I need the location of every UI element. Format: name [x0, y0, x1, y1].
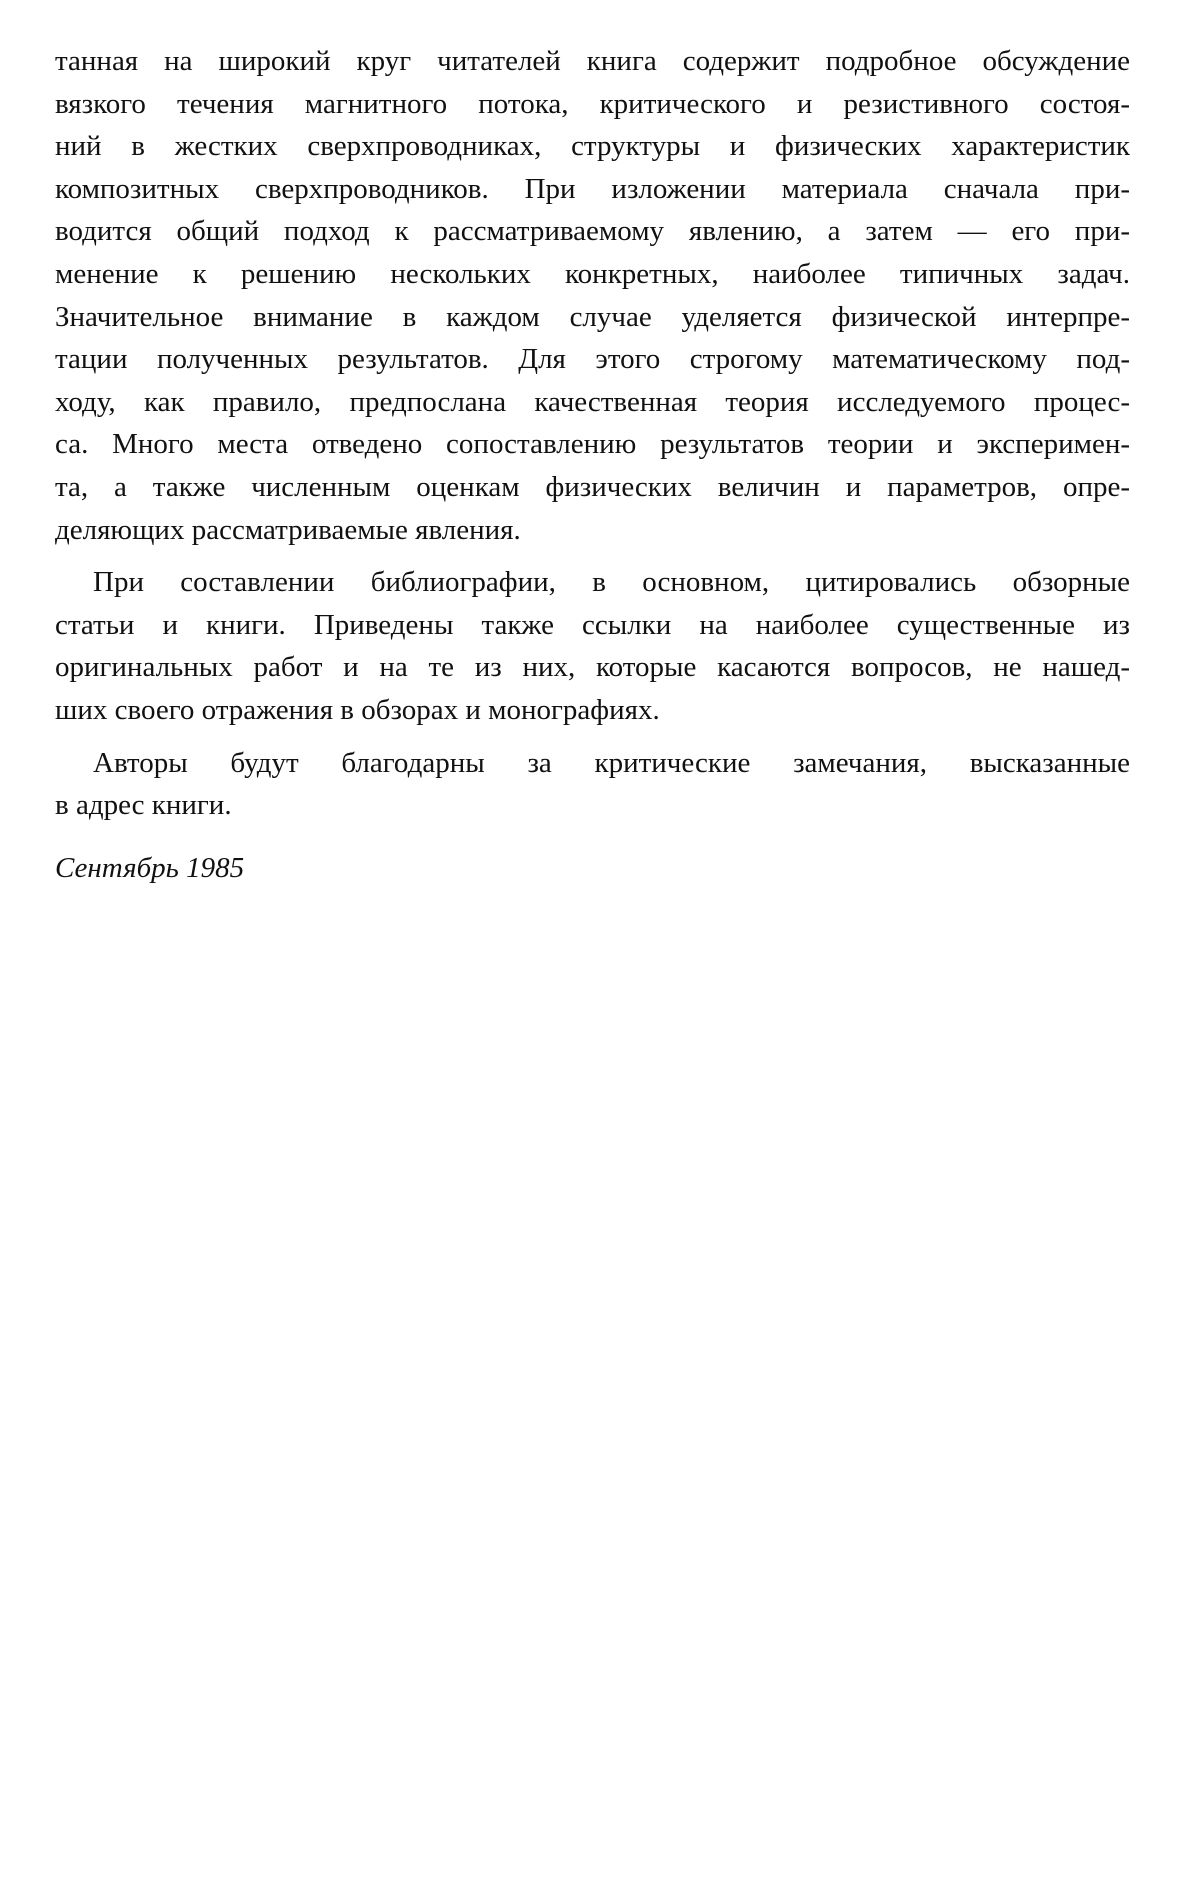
text-line: При составлении библиографии, в основном, цитировались обзорные: [93, 566, 1130, 599]
text-line: ших своего отражения в обзорах и монографиях.: [55, 693, 660, 726]
text-line: вязкого течения магнитного потока, критического и резистивного состоя-: [55, 87, 1130, 120]
paragraph-3: [55, 742, 1130, 827]
text-line: композитных сверхпроводников. При изложении материала сначала при-: [55, 172, 1130, 205]
document-page: [55, 40, 1130, 889]
text-line: танная на широкий круг читателей книга содержит подробное обсуждение: [55, 45, 1130, 77]
text-line: в адрес книги.: [55, 789, 232, 822]
text-line: тации полученных результатов. Для этого строгому математическому под-: [55, 343, 1130, 376]
text-line: ходу, как правило, предпослана качественная теория исследуемого процес-: [55, 385, 1130, 418]
text-line: статьи и книги. Приведены также ссылки на наиболее существенные из: [55, 608, 1130, 641]
text-line: та, а также численным оценкам физических величин и параметров, опре-: [55, 470, 1130, 503]
text-line: менение к решению нескольких конкретных, наиболее типичных задач.: [55, 257, 1130, 290]
paragraph-2: [55, 561, 1130, 731]
paragraph-1: [55, 40, 1130, 551]
text-line: водится общий подход к рассматриваемому явлению, а затем — его при-: [55, 215, 1130, 248]
text-line: Значительное внимание в каждом случае уделяется физической интерпре-: [55, 300, 1130, 333]
date-signature: Сентябрь 1985: [55, 851, 245, 884]
text-line: деляющих рассматриваемые явления.: [55, 513, 521, 546]
text-line: са. Много места отведено сопоставлению результатов теории и эксперимен-: [55, 428, 1130, 461]
text-line: оригинальных работ и на те из них, которые касаются вопросов, не нашед-: [55, 651, 1130, 684]
text-line: ний в жестких сверхпроводниках, структуры и физических характеристик: [55, 130, 1130, 163]
text-line: Авторы будут благодарны за критические замечания, высказанные: [93, 746, 1130, 779]
